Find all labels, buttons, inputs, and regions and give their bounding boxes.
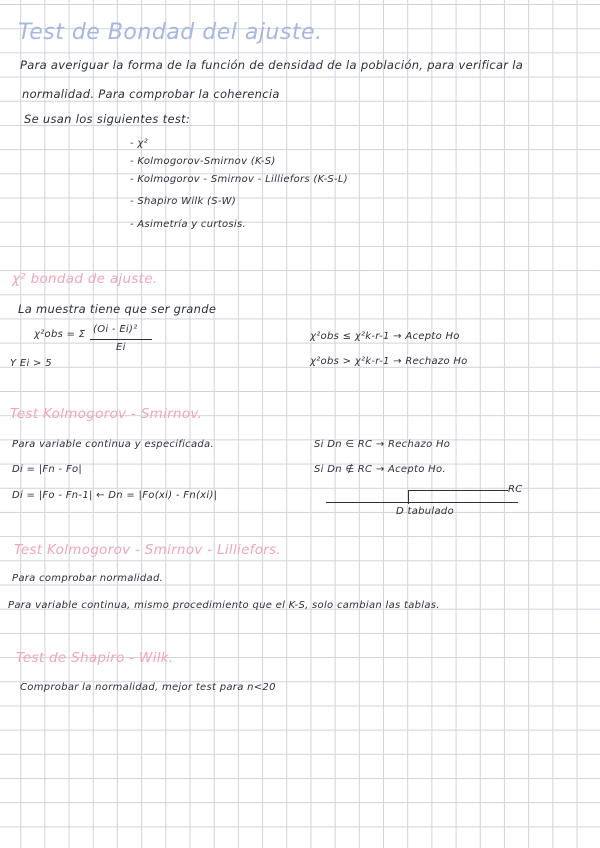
test-list-item: - χ² <box>130 138 148 149</box>
ks-line-3: Di = |Fo - Fn-1| ← Dn = |Fo(xi) - Fn(xi)| <box>12 490 218 501</box>
page-title: Test de Bondad del ajuste. <box>18 20 323 45</box>
sw-line-1: Comprobar la normalidad, mejor test para n<20 <box>20 682 276 693</box>
test-list-item: - Asimetría y curtosis. <box>130 219 246 230</box>
test-list-item: - Kolmogorov-Smirnov (K-S) <box>130 156 276 167</box>
section-heading-ks: Test Kolmogorov - Smirnov. <box>10 406 203 422</box>
d-tabulado-label: D tabulado <box>396 506 454 517</box>
intro-line-1: Para averiguar la forma de la función de densidad de la población, para verificar la <box>20 58 524 72</box>
number-line <box>326 502 518 503</box>
chi-formula-denominator: Ei <box>116 342 126 353</box>
ks-line-1: Para variable continua y especificada. <box>12 439 214 450</box>
ksl-line-1: Para comprobar normalidad. <box>12 573 164 584</box>
ks-reject-rule: Si Dn ∈ RC → Rechazo Ho <box>314 439 451 450</box>
test-list-item: - Shapiro Wilk (S-W) <box>130 196 237 207</box>
section-heading-sw: Test de Shapiro - Wilk. <box>16 650 174 666</box>
chi-formula-numerator: (Oi - Ei)² <box>93 324 138 335</box>
critical-value-tick <box>408 490 409 504</box>
fraction-bar <box>90 339 152 340</box>
chi-accept-rule: χ²obs ≤ χ²k-r-1 → Acepto Ho <box>310 331 460 342</box>
intro-line-3: Se usan los siguientes test: <box>24 112 191 126</box>
section-heading-chi: χ² bondad de ajuste. <box>12 271 158 287</box>
chi-condition: Y Ei > 5 <box>10 358 52 369</box>
section-heading-ksl: Test Kolmogorov - Smirnov - Lilliefors. <box>14 542 282 558</box>
ksl-line-2: Para variable continua, mismo procedimiento que el K-S, solo cambian las tablas. <box>8 600 440 611</box>
rc-label: RC <box>508 484 523 495</box>
ks-line-2: Di = |Fn - Fo| <box>12 464 83 475</box>
chi-formula-left: χ²obs = Σ <box>34 329 86 340</box>
chi-line-1: La muestra tiene que ser grande <box>18 302 217 316</box>
test-list-item: - Kolmogorov - Smirnov - Lilliefors (K-S-L) <box>130 174 349 185</box>
intro-line-2: normalidad. Para comprobar la coherencia <box>22 87 280 101</box>
chi-reject-rule: χ²obs > χ²k-r-1 → Rechazo Ho <box>310 356 468 367</box>
ks-accept-rule: Si Dn ∉ RC → Acepto Ho. <box>314 464 446 475</box>
rejection-region-line <box>408 490 508 491</box>
